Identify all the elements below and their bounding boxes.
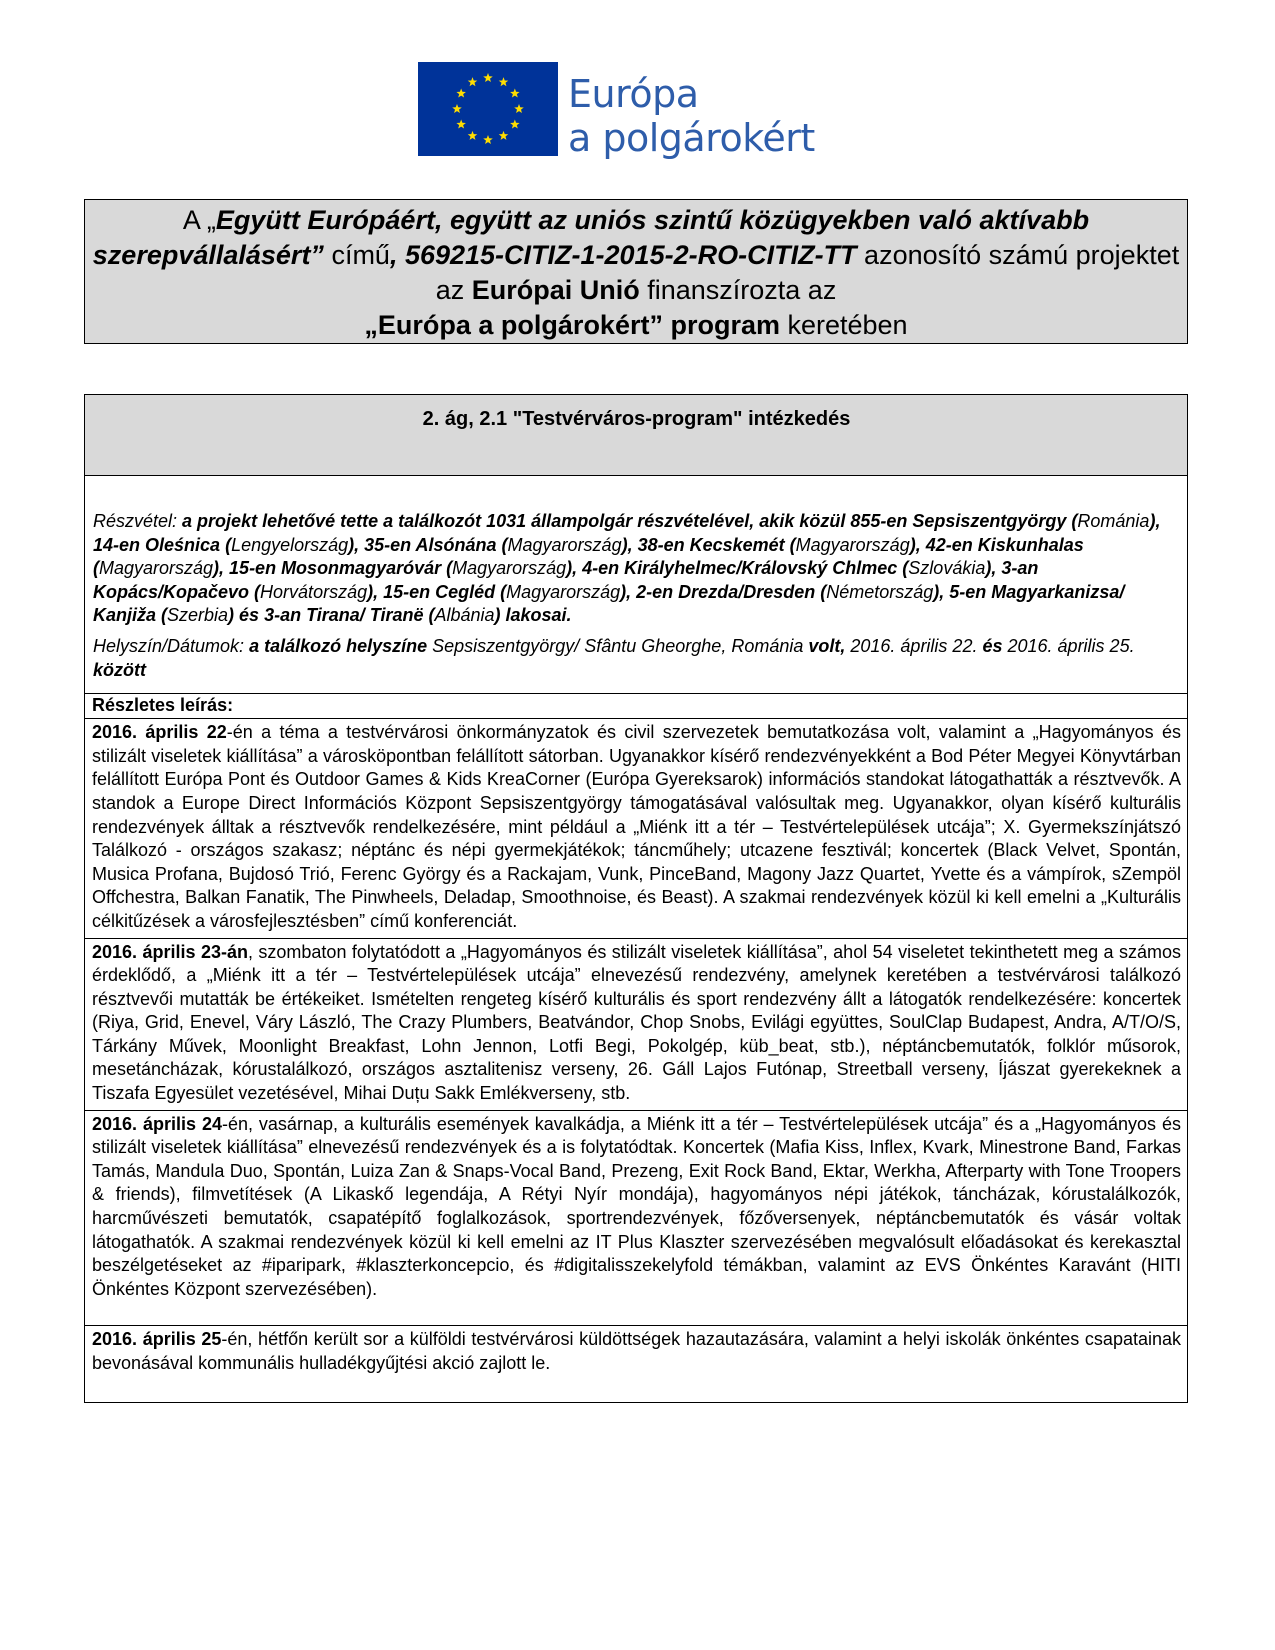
eu-flag (418, 62, 558, 156)
venue-text (93, 635, 1179, 682)
country: Szlovákia (908, 558, 986, 579)
day-date: 2016. április 25 (92, 1329, 222, 1350)
project-name: Együtt Európáért, együtt az uniós szintű közügyekben való aktívabb szerepvállalásért” (92, 205, 1090, 270)
star-icon (499, 131, 509, 140)
participation-value: ), 15-en Mosonmagyaróvár ( (213, 558, 453, 579)
star-icon (510, 89, 520, 98)
day-suffix: -én (221, 1329, 248, 1350)
country: Horvátország (260, 581, 368, 602)
program-table (84, 394, 1188, 1403)
day-entry (85, 1325, 1187, 1401)
day-description: , vasárnap, a kulturális események kavalkádja, a Miénk itt a tér – Testvértelepülések utcája” és a „Hagyományos és stilizált viseletek kiállítása” elnevezésű rendezvények és a is folytatódtak. Koncertek (Mafia Kiss, Inflex, Kvark, Minestrone Band, Farkas Tamás, Mandula Duo, Spontán, Luiza Zan & Snaps-Vocal Band, Prezeng, Exit Rock Band, Ektar, Werkha, Afterparty with Tone Troopers & friends), filmvetítések (A Likaskő legendája, A Rétyi Nyír mondája), hagyományos népi játékok, táncházak, kórustalálkozók, harcművészeti bemutatók, csapatépítő foglalkozások, sportrendezvények, főzőversenyek, néptáncbemutatók és vásár voltak látogathatók. A szakmai rendezvények közül ki kell emelni az IT Plus Klaszter szervezésében megvalósult előadásokat és kerekasztal beszélgetéseket az #iparipark, #klaszterkoncepcio, és #digitalisszekelyfold témákban, valamint az EVS Önkéntes Karavánt (HITI Önkéntes Központ szervezésében). (92, 1113, 1182, 1299)
participation-value: ), 38-en Kecskemét ( (621, 534, 796, 555)
participation-label: Részvétel: (93, 511, 183, 531)
star-icon (514, 104, 524, 113)
day-description: a téma a testvérvárosi önkormányzatok és civil szervezetek bemutatkozása volt, valamint a „Hagyományos és stilizált viseletek kiállítása” a városköpontban felállított sátorban. Ugyanakkor kísérő rendezvényekként a Bod Péter Megyei Könyvtárban felállított Európa Pont és Outdoor Games & Kids KreaCorner (Európa Gyereksarok) információs standokat látogathatták a résztvevők. A standok a Europe Direct Információs Központ Sepsiszentgyörgy támogatásával valósultak meg. Ugyanakkor, olyan kísérő kulturális rendezvények álltak a résztvevők rendelkezésére, mint például a „Miénk itt a tér – Testvértelepülések utcája”; X. Gyermekszínjátszó Találkozó - országos szakasz; néptánc és népi gyermekjátékok; táncműhely; utcazene fesztivál; koncertek (Black Velvet, Spontán, Musica Profana, Bujdosó Trió, Ferenc György és a Rackajam, Vunk, PinceBand, Magony Jazz Quartet, Yvette és a vámpírok, sZempöl Offchestra, Balkan Fanatik, The Pinwheels, Deladap, Smoothnoise, és Beast). A szakmai rendezvények közül ki kell emelni a „Kulturális célkitűzések a városfejlesztésben” című konferenciát. (92, 722, 1181, 931)
country: Magyarország (452, 558, 567, 579)
day-description: , hétfőn került sor a külföldi testvérvárosi küldöttségek hazautazására, valamint a helyi iskolák önkéntes csapatainak bevonásával kommunális hulladékgyűjtési akció zajlott le. (92, 1329, 1181, 1373)
eu-stars-icon (418, 62, 558, 156)
day-entry (85, 718, 1187, 937)
participation-value: ), 42-en Kiskunhalas ( (93, 534, 1084, 579)
day-date: 2016. április 22 (92, 722, 227, 743)
participation-value: ) lakosai. (494, 605, 572, 626)
participation-cell (85, 475, 1187, 693)
participation-value: ), 14-en Oleśnica ( (93, 511, 1161, 555)
country: Románia (1077, 511, 1150, 531)
participation-value: ) és 3-an Tiranа/ Tiranë ( (228, 605, 435, 626)
participation-value: ), 5-en Magyarkanizsa/ Kanjiža ( (93, 581, 1125, 626)
funder-name: Európai Unió (471, 275, 640, 305)
star-icon (468, 77, 478, 86)
day-entry (85, 938, 1187, 1110)
country: Lengyelország (231, 534, 349, 555)
star-icon (452, 104, 462, 113)
venue-value: a találkozó helyszíne (249, 635, 428, 656)
country: Magyarország (795, 534, 910, 555)
venue-value: között (93, 659, 146, 680)
day-date: 2016. április 23-án (92, 941, 248, 962)
logo-text (568, 72, 815, 160)
participation-value: ), 2-en Drezda/Dresden ( (620, 581, 827, 602)
title-part: azonosító számú projektet az (435, 240, 1180, 305)
logo-line-1: Európa (568, 72, 699, 116)
participation-value: ), 15-en Cegléd ( (367, 581, 507, 602)
star-icon (499, 77, 509, 86)
country: Magyarország (506, 581, 621, 602)
participation-value: a projekt lehetővé tette a találkozót 1031 állampolgár részvételével, akik közül 855-en Sepsiszentgyörgy ( (182, 511, 1078, 531)
participation-value: ), 4-en Királyhelmec/Královský Chlmec ( (566, 558, 909, 579)
day-suffix: -én (226, 722, 253, 743)
country: Albánia (434, 605, 495, 626)
country: Magyarország (99, 558, 214, 579)
program-header: 2. ág, 2.1 "Testvérváros-program" intézkedés (85, 395, 1187, 475)
eu-logo (418, 62, 838, 164)
participation-value: ), 3-an Kopács/Kopačevo ( (93, 558, 1039, 602)
project-title-box (84, 199, 1188, 344)
day-date: 2016. április 24 (92, 1113, 222, 1134)
title-part: keretében (779, 310, 908, 340)
title-part: A „ (182, 205, 216, 235)
venue-label: Helyszín/Dátumok: (93, 635, 250, 656)
venue-value: és (982, 635, 1003, 656)
country: Németország (826, 581, 934, 602)
title-part: című (323, 240, 390, 270)
title-part: finanszírozta az (639, 275, 837, 305)
venue-location: Sepsiszentgyörgy/ Sfântu Gheorghe, Románia (427, 635, 809, 656)
star-icon (483, 73, 493, 82)
star-icon (456, 89, 466, 98)
star-icon (483, 135, 493, 144)
country: Szerbia (167, 605, 229, 626)
country: Magyarország (507, 534, 622, 555)
logo-line-2: a polgárokért (568, 116, 815, 160)
venue-date: 2016. április 25. (1002, 635, 1135, 656)
day-entry (85, 1110, 1187, 1326)
participation-value: ), 35-en Alsónána ( (348, 534, 508, 555)
details-label: Részletes leírás: (85, 693, 1187, 718)
star-icon (456, 120, 466, 129)
star-icon (468, 131, 478, 140)
venue-value: volt, (808, 635, 846, 656)
day-description: , szombaton folytatódott a „Hagyományos és stilizált viseletek kiállítása”, ahol 54 viseletet tekinthetett meg a számos érdeklődő, a „Miénk itt a tér – Testvértelepülések utcája” elnevezésű rendezvény, amelynek keretében a testvérvárosi találkozó résztvevői mutatták be értékeiket. Ismételten rengeteg kísérő kulturális és sport rendezvény állt a látogatók rendelkezésére: koncertek (Riya, Grid, Enevel, Váry László, The Crazy Plumbers, Beatvándor, Chop Snobs, Evilági együttes, SoulClap Budapest, Andra, A/T/O/S, Tárkány Művek, Moonlight Breakfast, Lohn Jennon, Lotfi Begi, Pokolgép, küb_beat, stb.), néptáncbemutatók, folklór műsorok, mesetáncházak, kórustalálkozó, országos asztalitenisz verseny, 26. Gáll Lajos Futónap, Streetball verseny, Íjászat gyerekeknek a Tiszafa Egyesület vezetésével, Mihai Duțu Sakk Emlékverseny, stb. (92, 941, 1181, 1104)
project-id: , 569215-CITIZ-1-2015-2-RO-CITIZ-TT (389, 240, 857, 270)
participation-text (93, 510, 1179, 628)
program-name: „Európa a polgárokért” program (364, 310, 780, 340)
star-icon (510, 120, 520, 129)
venue-date: 2016. április 22. (845, 635, 983, 656)
day-suffix: -én (221, 1113, 248, 1134)
